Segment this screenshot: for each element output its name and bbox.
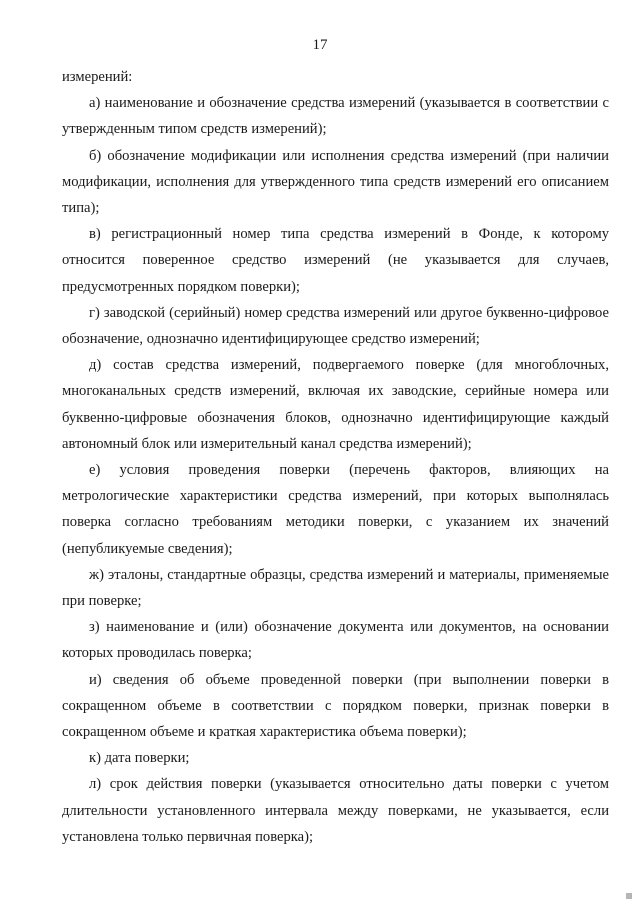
scan-mark <box>626 893 632 899</box>
list-item-a: а) наименование и обозначение средства измерений (указывается в соответствии с утвержденным типом средств измерений); <box>62 95 609 138</box>
document-body <box>62 64 609 850</box>
list-item-i: и) сведения об объеме проведенной поверки (при выполнении поверки в сокращенном объеме в соответствии с порядком поверки, признак поверки в сокращенном объеме и краткая характеристика объема поверки); <box>62 671 609 741</box>
list-item-b: б) обозначение модификации или исполнения средства измерений (при наличии модификации, исполнения для утвержденного типа средств измерений его описанием типа); <box>62 147 609 217</box>
list-item-k: к) дата поверки; <box>89 750 190 767</box>
list-item-l: л) срок действия поверки (указывается относительно даты поверки с учетом длительности установленного интервала между поверками, не указывается, если установлена только первичная поверка); <box>62 776 609 845</box>
list-item-e: е) условия проведения поверки (перечень факторов, влияющих на метрологические характеристики средства измерений, при которых выполнялась поверка согласно требованиям методики поверки, с указанием их значений (непубликуемые сведения); <box>62 462 609 557</box>
paragraph-continuation: измерений: <box>62 69 133 85</box>
page-number: 17 <box>312 37 328 53</box>
list-item-z: з) наименование и (или) обозначение документа или документов, на основании которых проводилась поверка; <box>62 619 609 662</box>
list-item-v: в) регистрационный номер типа средства измерений в Фонде, к которому относится поверенное средство измерений (не указывается для случаев, предусмотренных порядком поверки); <box>62 226 609 295</box>
list-item-g: г) заводской (серийный) номер средства измерений или другое буквенно-цифровое обозначение, однозначно идентифицирующее средство измерений; <box>62 304 609 348</box>
list-item-d: д) состав средства измерений, подвергаемого поверке (для многоблочных, многоканальных средств измерений, включая их заводские, серийные номера или буквенно-цифровые обозначения блоков, однозначно идентифицирующие каждый автономный блок или измерительный канал средства измерений); <box>62 357 609 452</box>
list-item-zh: ж) эталоны, стандартные образцы, средства измерений и материалы, применяемые при поверке; <box>62 566 609 610</box>
